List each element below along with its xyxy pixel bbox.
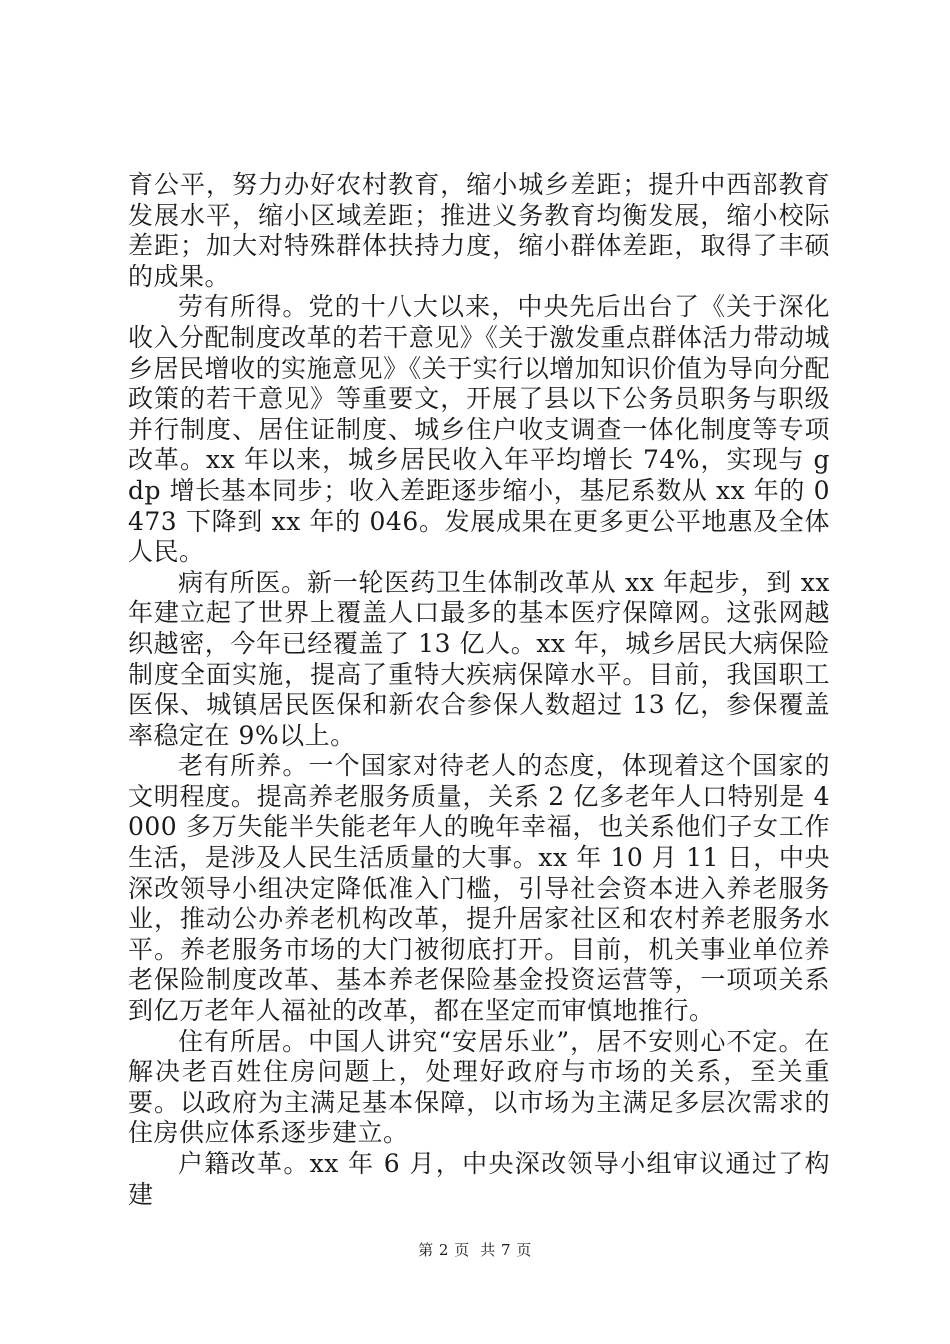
body-text [128, 170, 830, 1210]
paragraph-household-registration: 户籍改革。xx 年 6 月，中央深改领导小组审议通过了构建 [128, 1149, 830, 1209]
paragraph-elderly-care: 老有所养。一个国家对待老人的态度，体现着这个国家的文明程度。提高养老服务质量，关系 2 亿多老年人口特别是 4000 多万失能半失能老年人的晚年幸福，也关系他们子女工作生活，是涉及人民生活质量的大事。xx 年 10 月 11 日，中央深改领导小组决定降低准入门槛，引导社会资本进入养老服务业，推动公办养老机构改革，提升居家社区和农村养老服务水平。养老服务市场的大门被彻底打开。目前，机关事业单位养老保险制度改革、基本养老保险基金投资运营等，一项项关系到亿万老年人福祉的改革，都在坚定而审慎地推行。 [128, 751, 830, 1026]
page-footer [0, 1240, 950, 1260]
paragraph-housing: 住有所居。中国人讲究“安居乐业”，居不安则心不定。在解决老百姓住房问题上，处理好政府与市场的关系，至关重要。以政府为主满足基本保障，以市场为主满足多层次需求的住房供应体系逐步建立。 [128, 1026, 830, 1148]
paragraph-medical-care: 病有所医。新一轮医药卫生体制改革从 xx 年起步，到 xx 年建立起了世界上覆盖人口最多的基本医疗保障网。这张网越织越密，今年已经覆盖了 13 亿人。xx 年，城乡居民大病保险制度全面实施，提高了重特大疾病保障水平。目前，我国职工医保、城镇居民医保和新农合参保人数超过 13 亿，参保覆盖率稳定在 9%以上。 [128, 567, 830, 750]
paragraph-education-continued: 育公平，努力办好农村教育，缩小城乡差距；提升中西部教育发展水平，缩小区域差距；推进义务教育均衡发展，缩小校际差距；加大对特殊群体扶持力度，缩小群体差距，取得了丰硕的成果。 [128, 170, 830, 291]
paragraph-labor-income: 劳有所得。党的十八大以来，中央先后出台了《关于深化收入分配制度改革的若干意见》《关于激发重点群体活力带动城乡居民增收的实施意见》《关于实行以增加知识价值为导向分配政策的若干意见》等重要文，开展了县以下公务员职务与职级并行制度、居住证制度、城乡住户收支调查一体化制度等专项改革。xx 年以来，城乡居民收入年平均增长 74%，实现与 gdp 增长基本同步；收入差距逐步缩小，基尼系数从 xx 年的 0473 下降到 xx 年的 046。发展成果在更多更公平地惠及全体人民。 [128, 292, 830, 567]
page-number-label: 第 2 页 共 7 页 [418, 1241, 532, 1259]
